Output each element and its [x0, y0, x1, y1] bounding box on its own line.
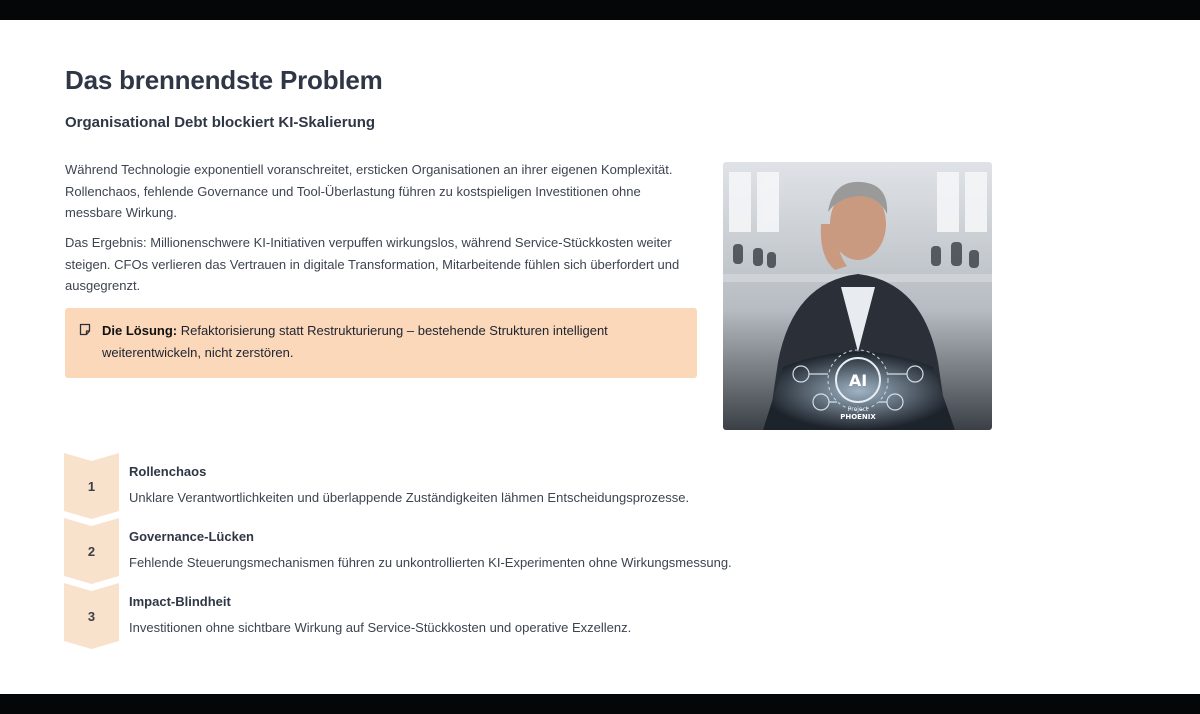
- intro-paragraph: Während Technologie exponentiell voranschreitet, ersticken Organisationen an ihrer eigenen Komplexität. Rollenchaos, fehlende Governance und Tool-Überlastung führen zu kostspieligen Investitionen ohne messbare Wirkung.: [65, 162, 673, 220]
- problem-item: [64, 583, 964, 649]
- problem-number: 1: [87, 478, 96, 494]
- problem-title: Rollenchaos: [129, 464, 207, 479]
- problem-description: Investitionen ohne sichtbare Wirkung auf Service-Stückkosten und operative Exzellenz.: [129, 620, 632, 635]
- page-subtitle: Organisational Debt blockiert KI-Skalierung: [65, 114, 376, 131]
- phoenix-label: PHOENIX: [840, 413, 876, 421]
- result-paragraph: Das Ergebnis: Millionenschwere KI-Initiativen verpuffen wirkungslos, während Service-Stückkosten weiter steigen. CFOs verlieren das Vertrauen in digitale Transformation, Mitarbeitende fühlen sich überfordert und ausgegrenzt.: [65, 235, 680, 293]
- problem-number: 3: [87, 608, 96, 624]
- problem-description: Unklare Verantwortlichkeiten und überlappende Zuständigkeiten lähmen Entscheidungsprozesse.: [129, 490, 690, 505]
- callout-label: Die Lösung:: [102, 323, 178, 338]
- ai-chip-label: AI: [848, 371, 868, 390]
- project-label: Project: [847, 406, 869, 413]
- note-icon: [79, 323, 91, 336]
- solution-callout: [65, 308, 697, 378]
- problem-title: Impact-Blindheit: [129, 594, 231, 609]
- stressed-executive-photo: [723, 162, 992, 430]
- problem-number: 2: [87, 543, 96, 559]
- callout-body: Refaktorisierung statt Restrukturierung – bestehende Strukturen intelligent weiterentwickeln, nicht zerstören.: [102, 323, 608, 360]
- problem-title: Governance-Lücken: [129, 529, 254, 544]
- problem-description: Fehlende Steuerungsmechanismen führen zu unkontrollierten KI-Experimenten ohne Wirkungsmessung.: [129, 555, 732, 570]
- slide: [0, 20, 1200, 694]
- page-title: Das brennendste Problem: [65, 65, 383, 95]
- problem-item: [64, 518, 964, 584]
- top-letterbox-bar: [0, 0, 1200, 20]
- bottom-letterbox-bar: [0, 694, 1200, 714]
- problem-item: [64, 453, 964, 519]
- callout-text: [102, 320, 682, 363]
